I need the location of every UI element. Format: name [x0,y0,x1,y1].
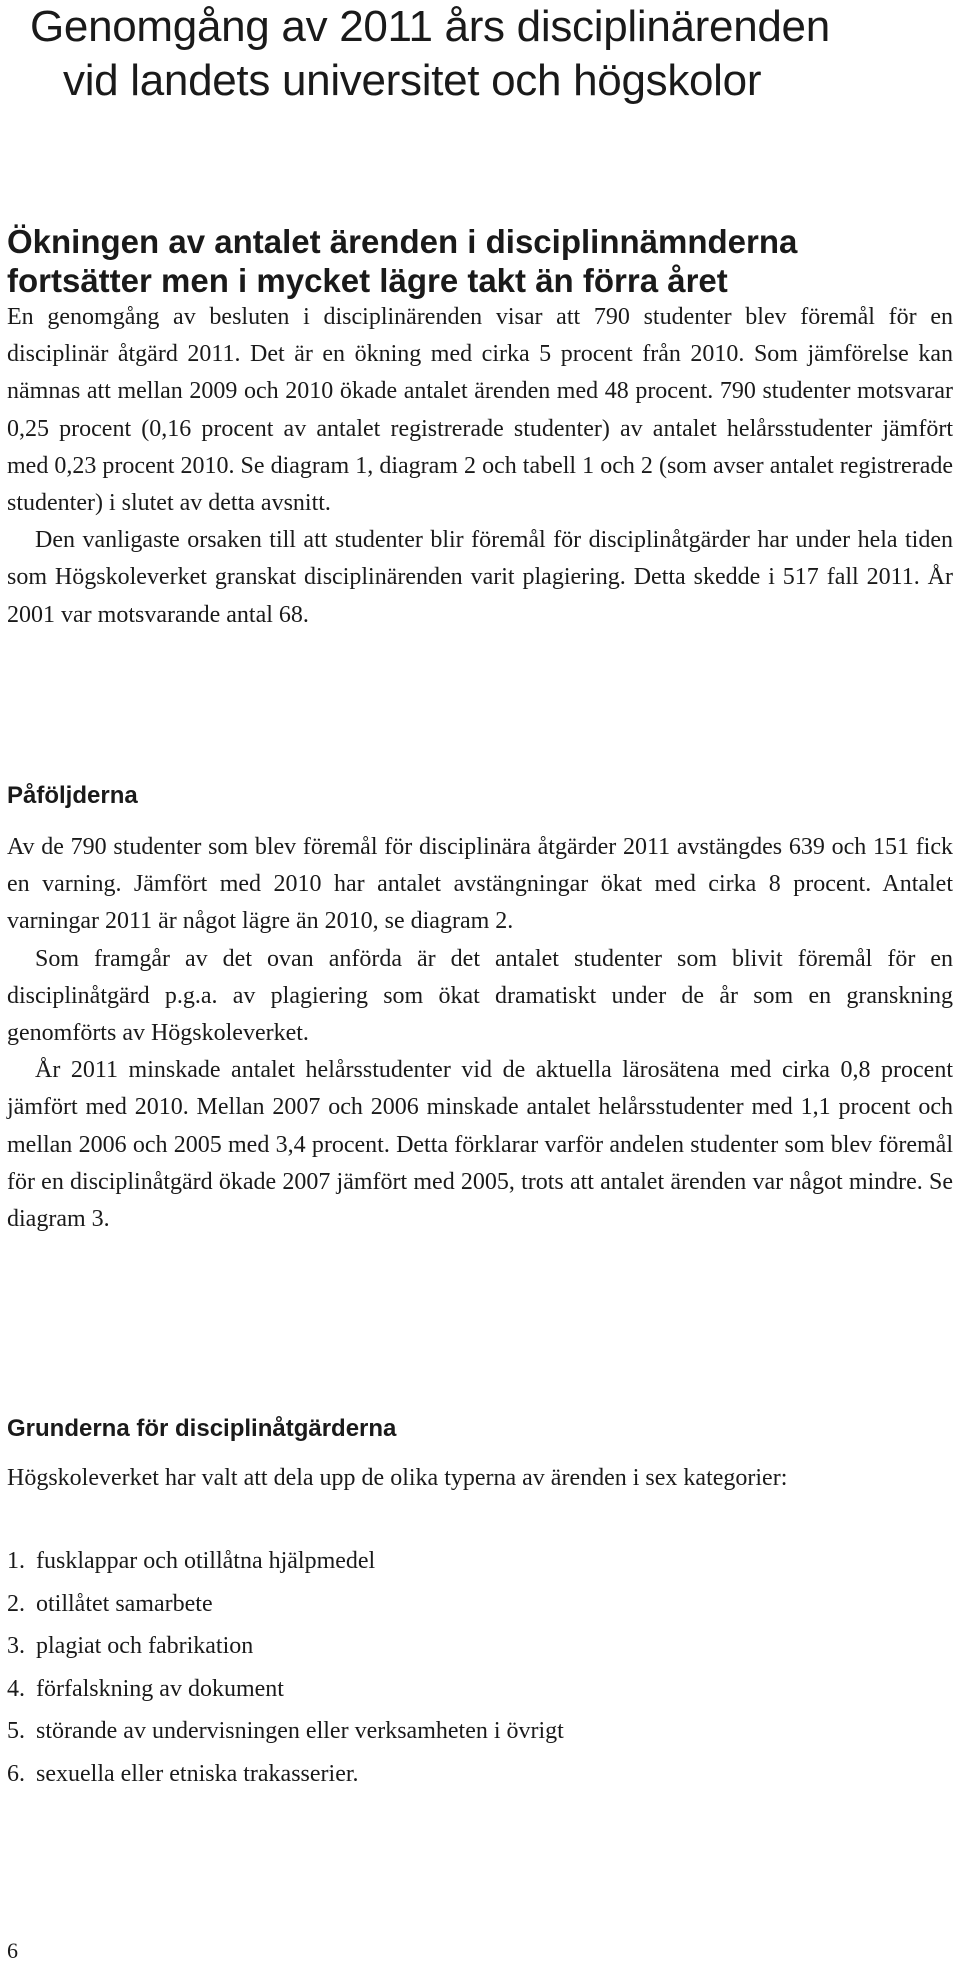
list-item-number: 6. [7,1760,25,1787]
category-list [7,1540,953,1795]
section-heading-increase-line-1: Ökningen av antalet ärenden i disciplinnämnderna [7,223,798,260]
paragraph: Av de 790 studenter som blev föremål för disciplinära åtgärder 2011 avstängdes 639 och 151 fick en varning. Jämfört med 2010 har antalet avstängningar ökat med cirka 8 procent. Antalet varningar 2011 är något lägre än 2010, se diagram 2. [7,834,953,935]
paragraph: Som framgår av det ovan anförda är det antalet studenter som blivit föremål för en disciplinåtgärd p.g.a. av plagiering som ökat dramatiskt under de år som en granskning genomförts av Högskoleverket. [7,945,953,1047]
list-item-number: 1. [7,1548,25,1574]
list-item [7,1710,953,1753]
list-item-text: plagiat och fabrikation [36,1633,254,1659]
list-item-number: 4. [7,1675,25,1702]
list-item-text: störande av undervisningen eller verksamheten i övrigt [36,1718,564,1744]
section-heading-sanctions: Påföljderna [7,782,138,809]
list-item [7,1668,953,1711]
section-grounds-intro [7,1460,953,1497]
page-title [30,0,930,108]
list-item [7,1540,953,1583]
list-item-text: förfalskning av dokument [36,1675,284,1702]
paragraph: År 2011 minskade antalet helårsstudenter vid de aktuella lärosätena med cirka 0,8 procent jämfört med 2010. Mellan 2007 och 2006 minskade antalet helårsstudenter med 1,1 procent och mellan 2006 och 2005 med 3,4 procent. Detta förklarar varför andelen studenter som blev föremål för en disciplinåtgärd ökade 2007 jämfört med 2005, trots att antalet ärenden var något mindre. Se diagram 3. [7,1057,953,1233]
list-item-number: 3. [7,1633,25,1659]
section-heading-increase-line-2: fortsätter men i mycket lägre takt än förra året [7,262,728,299]
paragraph: En genomgång av besluten i disciplinärenden visar att 790 studenter blev föremål för en disciplinär åtgärd 2011. Det är en ökning med cirka 5 procent från 2010. Som jämförelse kan nämnas att mellan 2009 och 2010 ökade antalet ärenden med 48 procent. 790 studenter motsvarar 0,25 procent (0,16 procent av antalet registrerade studenter) av antalet helårsstudenter jämfört med 0,23 procent 2010. Se diagram 1, diagram 2 och tabell 1 och 2 (som avser antalet registrerade studenter) i slutet av detta avsnitt. [7,304,953,517]
list-item-text: fusklappar och otillåtna hjälpmedel [36,1548,376,1574]
list-item [7,1753,953,1796]
list-item [7,1583,953,1626]
paragraph: Högskoleverket har valt att dela upp de olika typerna av ärenden i sex kategorier: [7,1465,788,1491]
list-item-text: sexuella eller etniska trakasserier. [36,1760,359,1787]
list-item-number: 2. [7,1590,25,1617]
page-title-line-2: vid landets universitet och högskolor [63,56,762,105]
section-heading-grounds: Grunderna för disciplinåtgärderna [7,1415,397,1442]
paragraph: Den vanligaste orsaken till att studenter blir föremål för disciplinåtgärder har under hela tiden som Högskoleverket granskat disciplinärenden varit plagiering. Detta skedde i 517 fall 2011. År 2001 var motsvarande antal 68. [7,527,953,628]
list-item-number: 5. [7,1718,25,1744]
page-number: 6 [7,1938,18,1963]
section-heading-increase [7,222,947,300]
section-increase-body [7,299,953,634]
list-item-text: otillåtet samarbete [36,1590,213,1617]
section-sanctions-body [7,829,953,1238]
page-title-line-1: Genomgång av 2011 års disciplinärenden [30,2,830,51]
list-item [7,1625,953,1668]
